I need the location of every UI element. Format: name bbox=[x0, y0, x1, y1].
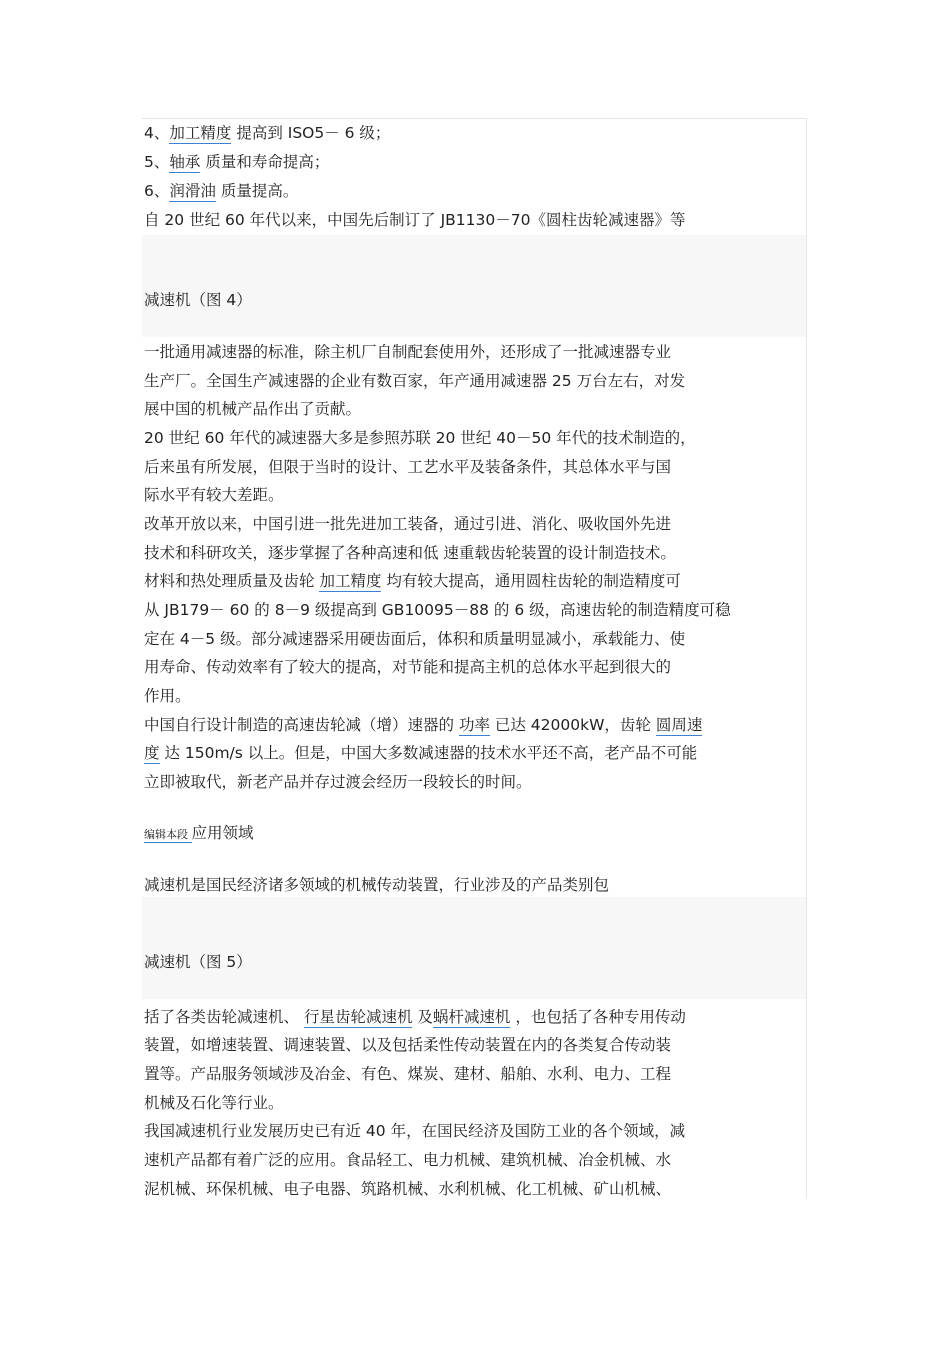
paragraph-line: 装置，如增速装置、调速装置、以及包括柔性传动装置在内的各类复合传动装 bbox=[144, 1036, 672, 1054]
link-worm-reducer[interactable]: 蜗杆减速机 bbox=[432, 1008, 511, 1026]
paragraph-line: 际水平有较大差距。 bbox=[144, 486, 284, 504]
figure-5-caption: 减速机（图 5） bbox=[144, 953, 252, 971]
paragraph-line: 中国自行设计制造的高速齿轮减（增）速器的 功率 已达 42000kW，齿轮 圆周速 bbox=[144, 716, 703, 734]
link-bearing[interactable]: 轴承 bbox=[169, 153, 201, 171]
paragraph-line: 泥机械、环保机械、电子电器、筑路机械、水利机械、化工机械、矿山机械、 bbox=[144, 1180, 672, 1198]
figure-5-placeholder bbox=[142, 897, 806, 999]
link-peripheral-speed-cont[interactable]: 度 bbox=[144, 744, 160, 762]
link-power[interactable]: 功率 bbox=[458, 716, 490, 734]
paragraph-line: 材料和热处理质量及齿轮 加工精度 均有较大提高，通用圆柱齿轮的制造精度可 bbox=[144, 572, 681, 590]
paragraph-line: 从 JB179－ 60 的 8－9 级提高到 GB10095－88 的 6 级，高速齿轮的制造精度可稳 bbox=[144, 601, 731, 619]
edit-section-link[interactable]: 编辑本段 bbox=[144, 828, 192, 841]
paragraph-line: 一批通用减速器的标准，除主机厂自制配套使用外，还形成了一批减速器专业 bbox=[144, 343, 672, 361]
paragraph-line: 度 达 150m/s 以上。但是，中国大多数减速器的技术水平还不高，老产品不可能 bbox=[144, 744, 698, 762]
paragraph-line: 置等。产品服务领域涉及冶金、有色、煤炭、建材、船舶、水利、电力、工程 bbox=[144, 1065, 672, 1083]
paragraph-line: 技术和科研攻关，逐步掌握了各种高速和低 速重载齿轮装置的设计制造技术。 bbox=[144, 544, 676, 562]
section-title: 应用领域 bbox=[191, 824, 254, 842]
section-heading bbox=[144, 821, 254, 845]
link-planetary-gear-reducer[interactable]: 行星齿轮减速机 bbox=[303, 1008, 413, 1026]
link-machining-accuracy-2[interactable]: 加工精度 bbox=[319, 572, 382, 590]
paragraph-line: 括了各类齿轮减速机、 行星齿轮减速机 及蜗杆减速机 ，也包括了各种专用传动 bbox=[144, 1008, 686, 1026]
figure-4-caption: 减速机（图 4） bbox=[144, 291, 252, 309]
list-item: 5、轴承 质量和寿命提高； bbox=[144, 153, 330, 171]
paragraph-line: 作用。 bbox=[144, 687, 191, 705]
paragraph-line: 自 20 世纪 60 年代以来，中国先后制订了 JB1130－70《圆柱齿轮减速器》等 bbox=[144, 211, 686, 229]
paragraph-line: 我国减速机行业发展历史已有近 40 年，在国民经济及国防工业的各个领域，减 bbox=[144, 1122, 686, 1140]
paragraph-line: 改革开放以来，中国引进一批先进加工装备，通过引进、消化、吸收国外先进 bbox=[144, 515, 672, 533]
figure-4-placeholder bbox=[142, 235, 806, 337]
paragraph-line: 用寿命、传动效率有了较大的提高，对节能和提高主机的总体水平起到很大的 bbox=[144, 658, 672, 676]
paragraph-line: 速机产品都有着广泛的应用。食品轻工、电力机械、建筑机械、冶金机械、水 bbox=[144, 1151, 672, 1169]
list-item: 6、润滑油 质量提高。 bbox=[144, 182, 299, 200]
link-lubricant[interactable]: 润滑油 bbox=[169, 182, 216, 200]
link-machining-accuracy[interactable]: 加工精度 bbox=[169, 124, 232, 142]
list-item: 4、加工精度 提高到 ISO5－ 6 级； bbox=[144, 124, 391, 142]
document-page bbox=[142, 118, 807, 1199]
paragraph-line: 生产厂。全国生产减速器的企业有数百家，年产通用减速器 25 万台左右，对发 bbox=[144, 372, 686, 390]
paragraph-line: 展中国的机械产品作出了贡献。 bbox=[144, 400, 362, 418]
paragraph-line: 减速机是国民经济诸多领域的机械传动装置，行业涉及的产品类别包 bbox=[144, 876, 610, 894]
paragraph-line: 立即被取代，新老产品并存过渡会经历一段较长的时间。 bbox=[144, 773, 532, 791]
paragraph-line: 20 世纪 60 年代的减速器大多是参照苏联 20 世纪 40－50 年代的技术制造的， bbox=[144, 429, 696, 447]
link-peripheral-speed[interactable]: 圆周速 bbox=[655, 716, 703, 734]
paragraph-line: 机械及石化等行业。 bbox=[144, 1094, 284, 1112]
paragraph-line: 后来虽有所发展，但限于当时的设计、工艺水平及装备条件，其总体水平与国 bbox=[144, 458, 672, 476]
paragraph-line: 定在 4－5 级。部分减速器采用硬齿面后，体积和质量明显减小，承载能力、使 bbox=[144, 630, 686, 648]
